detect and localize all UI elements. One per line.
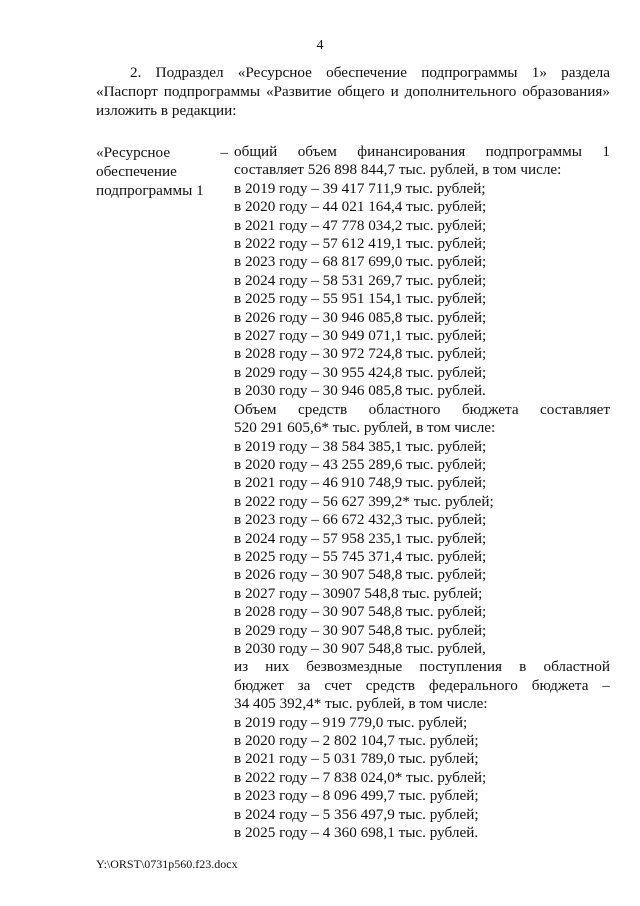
page-number: 4 <box>316 38 324 53</box>
resource-content <box>234 143 610 842</box>
total-year-row: в 2025 году – 55 951 154,1 тыс. рублей; <box>234 290 487 308</box>
intro-line-3: изложить в редакции: <box>96 102 237 119</box>
regional-year-row: в 2026 году – 30 907 548,8 тыс. рублей; <box>234 566 487 584</box>
regional-year-row: в 2024 году – 57 958 235,1 тыс. рублей; <box>234 529 487 547</box>
total-line-1: общий объем финансирования подпрограммы 1 <box>234 143 610 160</box>
total-line-2: составляет 526 898 844,7 тыс. рублей, в том числе: <box>234 161 562 179</box>
federal-year-row: в 2025 году – 4 360 698,1 тыс. рублей. <box>234 824 479 842</box>
regional-line-2: 520 291 605,6* тыс. рублей, в том числе: <box>234 419 496 437</box>
regional-year-row: в 2020 году – 43 255 289,6 тыс. рублей; <box>234 455 487 473</box>
label-line-2: обеспечение <box>96 163 177 180</box>
regional-year-row: в 2030 году – 30 907 548,8 тыс. рублей, <box>234 639 486 657</box>
regional-year-row: в 2025 году – 55 745 371,4 тыс. рублей; <box>234 547 487 565</box>
regional-year-row: в 2029 году – 30 907 548,8 тыс. рублей; <box>234 621 487 639</box>
resource-label <box>96 143 228 200</box>
total-year-row: в 2027 году – 30 949 071,1 тыс. рублей; <box>234 327 487 345</box>
total-year-row: в 2023 году – 68 817 699,0 тыс. рублей; <box>234 253 487 271</box>
intro-line-2: «Паспорт подпрограммы «Развитие общего и дополнительного образования» <box>96 83 610 100</box>
federal-year-row: в 2023 году – 8 096 499,7 тыс. рублей; <box>234 787 479 805</box>
label-line-1 <box>96 143 228 162</box>
regional-year-row: в 2028 году – 30 907 548,8 тыс. рублей; <box>234 603 487 621</box>
file-path-footer: Y:\ORST\0731p560.f23.docx <box>96 857 238 871</box>
total-year-row: в 2024 году – 58 531 269,7 тыс. рублей; <box>234 271 487 289</box>
regional-line-1: Объем средств областного бюджета составляет <box>234 400 610 418</box>
label-line-1-text: «Ресурсное <box>96 144 171 161</box>
federal-line-3: 34 405 392,4* тыс. рублей, в том числе: <box>234 695 488 713</box>
total-year-row: в 2029 году – 30 955 424,8 тыс. рублей; <box>234 363 487 381</box>
regional-year-row: в 2023 году – 66 672 432,3 тыс. рублей; <box>234 511 487 529</box>
federal-year-row: в 2024 году – 5 356 497,9 тыс. рублей; <box>234 805 479 823</box>
total-year-row: в 2019 году – 39 417 711,9 тыс. рублей; <box>234 179 486 197</box>
regional-year-row: в 2019 году – 38 584 385,1 тыс. рублей; <box>234 437 487 455</box>
federal-line-1: из них безвозмездные поступления в областной <box>234 658 610 676</box>
total-year-row: в 2021 году – 47 778 034,2 тыс. рублей; <box>234 216 487 234</box>
regional-year-row: в 2022 году – 56 627 399,2* тыс. рублей; <box>234 492 494 510</box>
intro-paragraph <box>96 63 610 120</box>
federal-year-row: в 2022 году – 7 838 024,0* тыс. рублей; <box>234 768 487 786</box>
regional-year-row: в 2027 году – 30907 548,8 тыс. рублей; <box>234 584 483 602</box>
federal-year-row: в 2020 году – 2 802 104,7 тыс. рублей; <box>234 732 479 749</box>
total-year-row: в 2020 году – 44 021 164,4 тыс. рублей; <box>234 198 487 216</box>
label-line-3: подпрограммы 1 <box>96 182 204 199</box>
federal-year-row: в 2021 году – 5 031 789,0 тыс. рублей; <box>234 750 479 768</box>
total-year-row: в 2028 году – 30 972 724,8 тыс. рублей; <box>234 345 487 363</box>
regional-year-row: в 2021 году – 46 910 748,9 тыс. рублей; <box>234 474 487 492</box>
label-dash: – <box>220 144 228 161</box>
total-year-row: в 2022 году – 57 612 419,1 тыс. рублей; <box>234 235 487 253</box>
total-year-row: в 2026 году – 30 946 085,8 тыс. рублей; <box>234 308 487 326</box>
federal-line-2: бюджет за счет средств федерального бюджета – <box>234 676 610 694</box>
total-year-row: в 2030 году – 30 946 085,8 тыс. рублей. <box>234 382 486 400</box>
federal-year-row: в 2019 году – 919 779,0 тыс. рублей; <box>234 713 468 731</box>
intro-line-1: 2. Подраздел «Ресурсное обеспечение подпрограммы 1» раздела <box>130 64 610 81</box>
